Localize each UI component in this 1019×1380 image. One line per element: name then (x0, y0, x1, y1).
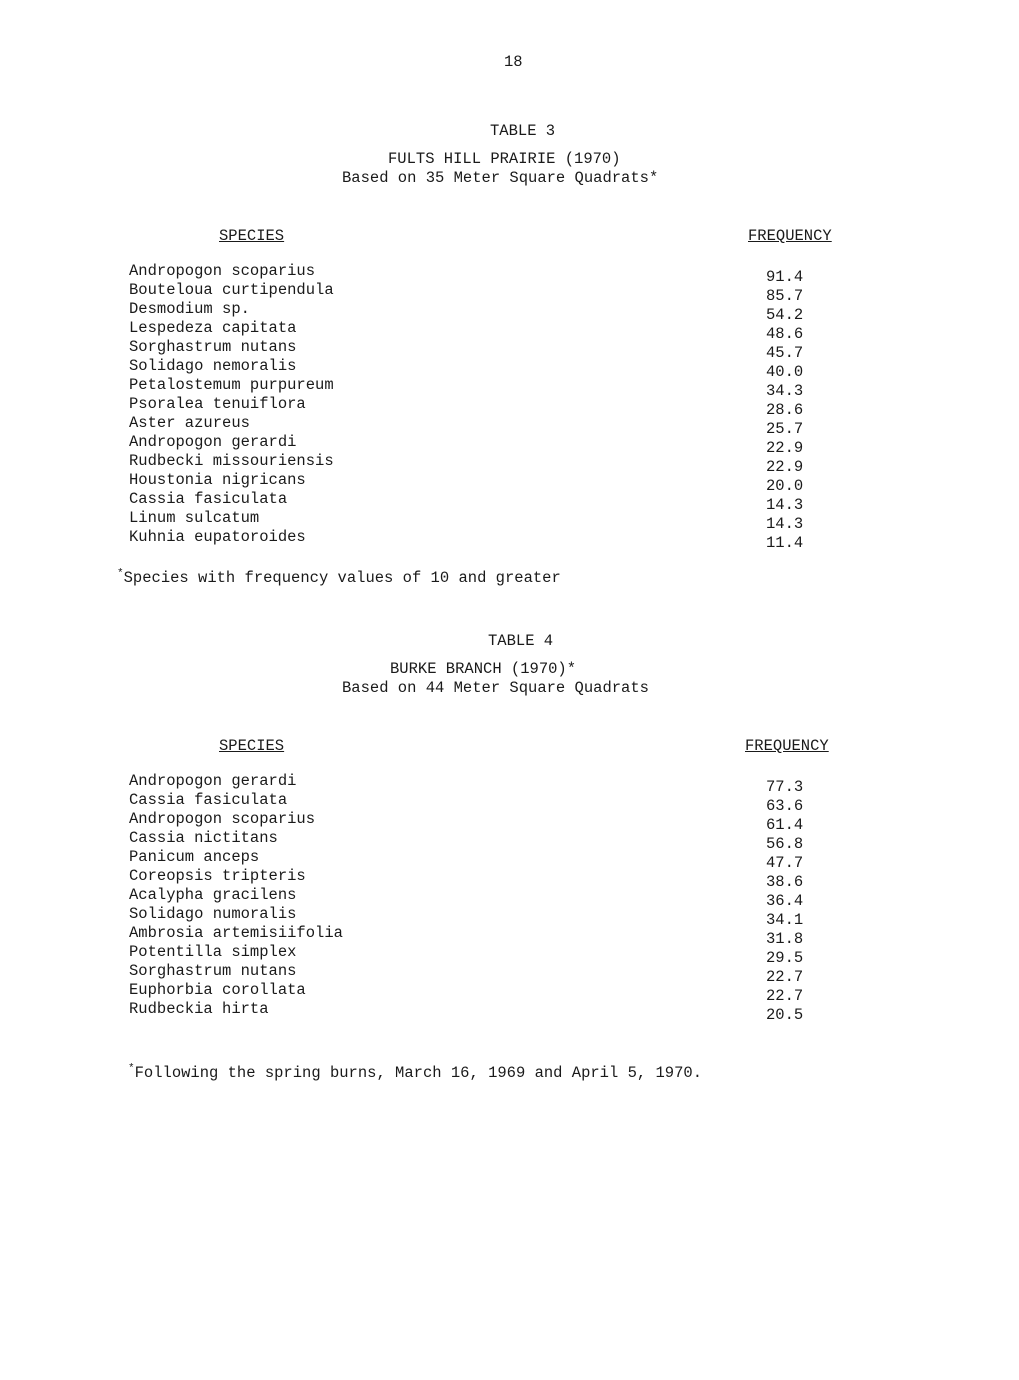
frequency-value: 14.3 (766, 515, 804, 533)
frequency-value: 45.7 (766, 344, 804, 362)
species-name: Andropogon gerardi (129, 772, 297, 790)
footnote-text: Following the spring burns, March 16, 1969 and April 5, 1970. (134, 1064, 703, 1083)
species-name: Psoralea tenuiflora (129, 395, 306, 413)
table-4-title: BURKE BRANCH (1970)* (390, 660, 577, 678)
table-4-subtitle: Based on 44 Meter Square Quadrats (342, 679, 649, 697)
species-name: Acalypha gracilens (129, 886, 297, 904)
frequency-value: 31.8 (766, 930, 804, 948)
species-name: Desmodium sp. (129, 300, 250, 318)
frequency-value: 14.3 (766, 496, 804, 514)
species-name: Sorghastrum nutans (129, 338, 297, 356)
frequency-value: 38.6 (766, 873, 804, 891)
species-name: Rudbeckia hirta (129, 1000, 269, 1018)
table-3-subtitle: Based on 35 Meter Square Quadrats* (342, 169, 659, 187)
frequency-value: 40.0 (766, 363, 804, 381)
species-name: Bouteloua curtipendula (129, 281, 334, 299)
frequency-value: 77.3 (766, 778, 804, 796)
frequency-value: 20.5 (766, 1006, 804, 1024)
footnote-mark: * (117, 568, 124, 580)
frequency-value: 28.6 (766, 401, 804, 419)
frequency-value: 36.4 (766, 892, 804, 910)
species-name: Cassia fasiculata (129, 791, 288, 809)
species-name: Linum sulcatum (129, 509, 260, 527)
frequency-value: 63.6 (766, 797, 804, 815)
species-name: Panicum anceps (129, 848, 260, 866)
footnote-mark: * (128, 1063, 135, 1075)
frequency-value: 56.8 (766, 835, 804, 853)
species-name: Ambrosia artemisiifolia (129, 924, 343, 942)
frequency-value: 48.6 (766, 325, 804, 343)
table-4-frequency-header: FREQUENCY (745, 737, 829, 755)
frequency-value: 20.0 (766, 477, 804, 495)
frequency-value: 22.9 (766, 439, 804, 457)
species-name: Aster azureus (129, 414, 250, 432)
species-name: Andropogon scoparius (129, 810, 316, 828)
frequency-value: 61.4 (766, 816, 804, 834)
species-name: Solidago nemoralis (129, 357, 297, 375)
frequency-value: 22.7 (766, 987, 804, 1005)
species-name: Kuhnia eupatoroides (129, 528, 306, 546)
frequency-value: 11.4 (766, 534, 804, 552)
table-3-label: TABLE 3 (490, 122, 556, 140)
species-name: Rudbecki missouriensis (129, 452, 334, 470)
frequency-value: 34.1 (766, 911, 804, 929)
species-name: Solidago numoralis (129, 905, 297, 923)
table-3-title: FULTS HILL PRAIRIE (1970) (388, 150, 621, 168)
table-4-label: TABLE 4 (488, 632, 554, 650)
table-4-species-header: SPECIES (219, 737, 285, 755)
species-name: Potentilla simplex (129, 943, 297, 961)
species-name: Andropogon scoparius (129, 262, 316, 280)
table-3-frequency-header: FREQUENCY (748, 227, 832, 245)
species-name: Euphorbia corollata (129, 981, 306, 999)
frequency-value: 47.7 (766, 854, 804, 872)
frequency-value: 25.7 (766, 420, 804, 438)
species-name: Cassia fasiculata (129, 490, 288, 508)
species-name: Houstonia nigricans (129, 471, 306, 489)
species-name: Lespedeza capitata (129, 319, 297, 337)
species-name: Sorghastrum nutans (129, 962, 297, 980)
frequency-value: 22.7 (766, 968, 804, 986)
table-4-footnote (128, 1060, 702, 1083)
species-name: Cassia nictitans (129, 829, 278, 847)
frequency-value: 85.7 (766, 287, 804, 305)
frequency-value: 91.4 (766, 268, 804, 286)
page-number: 18 (504, 53, 523, 71)
footnote-text: Species with frequency values of 10 and greater (123, 569, 561, 588)
species-name: Coreopsis tripteris (129, 867, 306, 885)
table-3-footnote (117, 565, 561, 588)
table-3-species-header: SPECIES (219, 227, 285, 245)
species-name: Petalostemum purpureum (129, 376, 334, 394)
frequency-value: 54.2 (766, 306, 804, 324)
frequency-value: 29.5 (766, 949, 804, 967)
frequency-value: 34.3 (766, 382, 804, 400)
frequency-value: 22.9 (766, 458, 804, 476)
species-name: Andropogon gerardi (129, 433, 297, 451)
